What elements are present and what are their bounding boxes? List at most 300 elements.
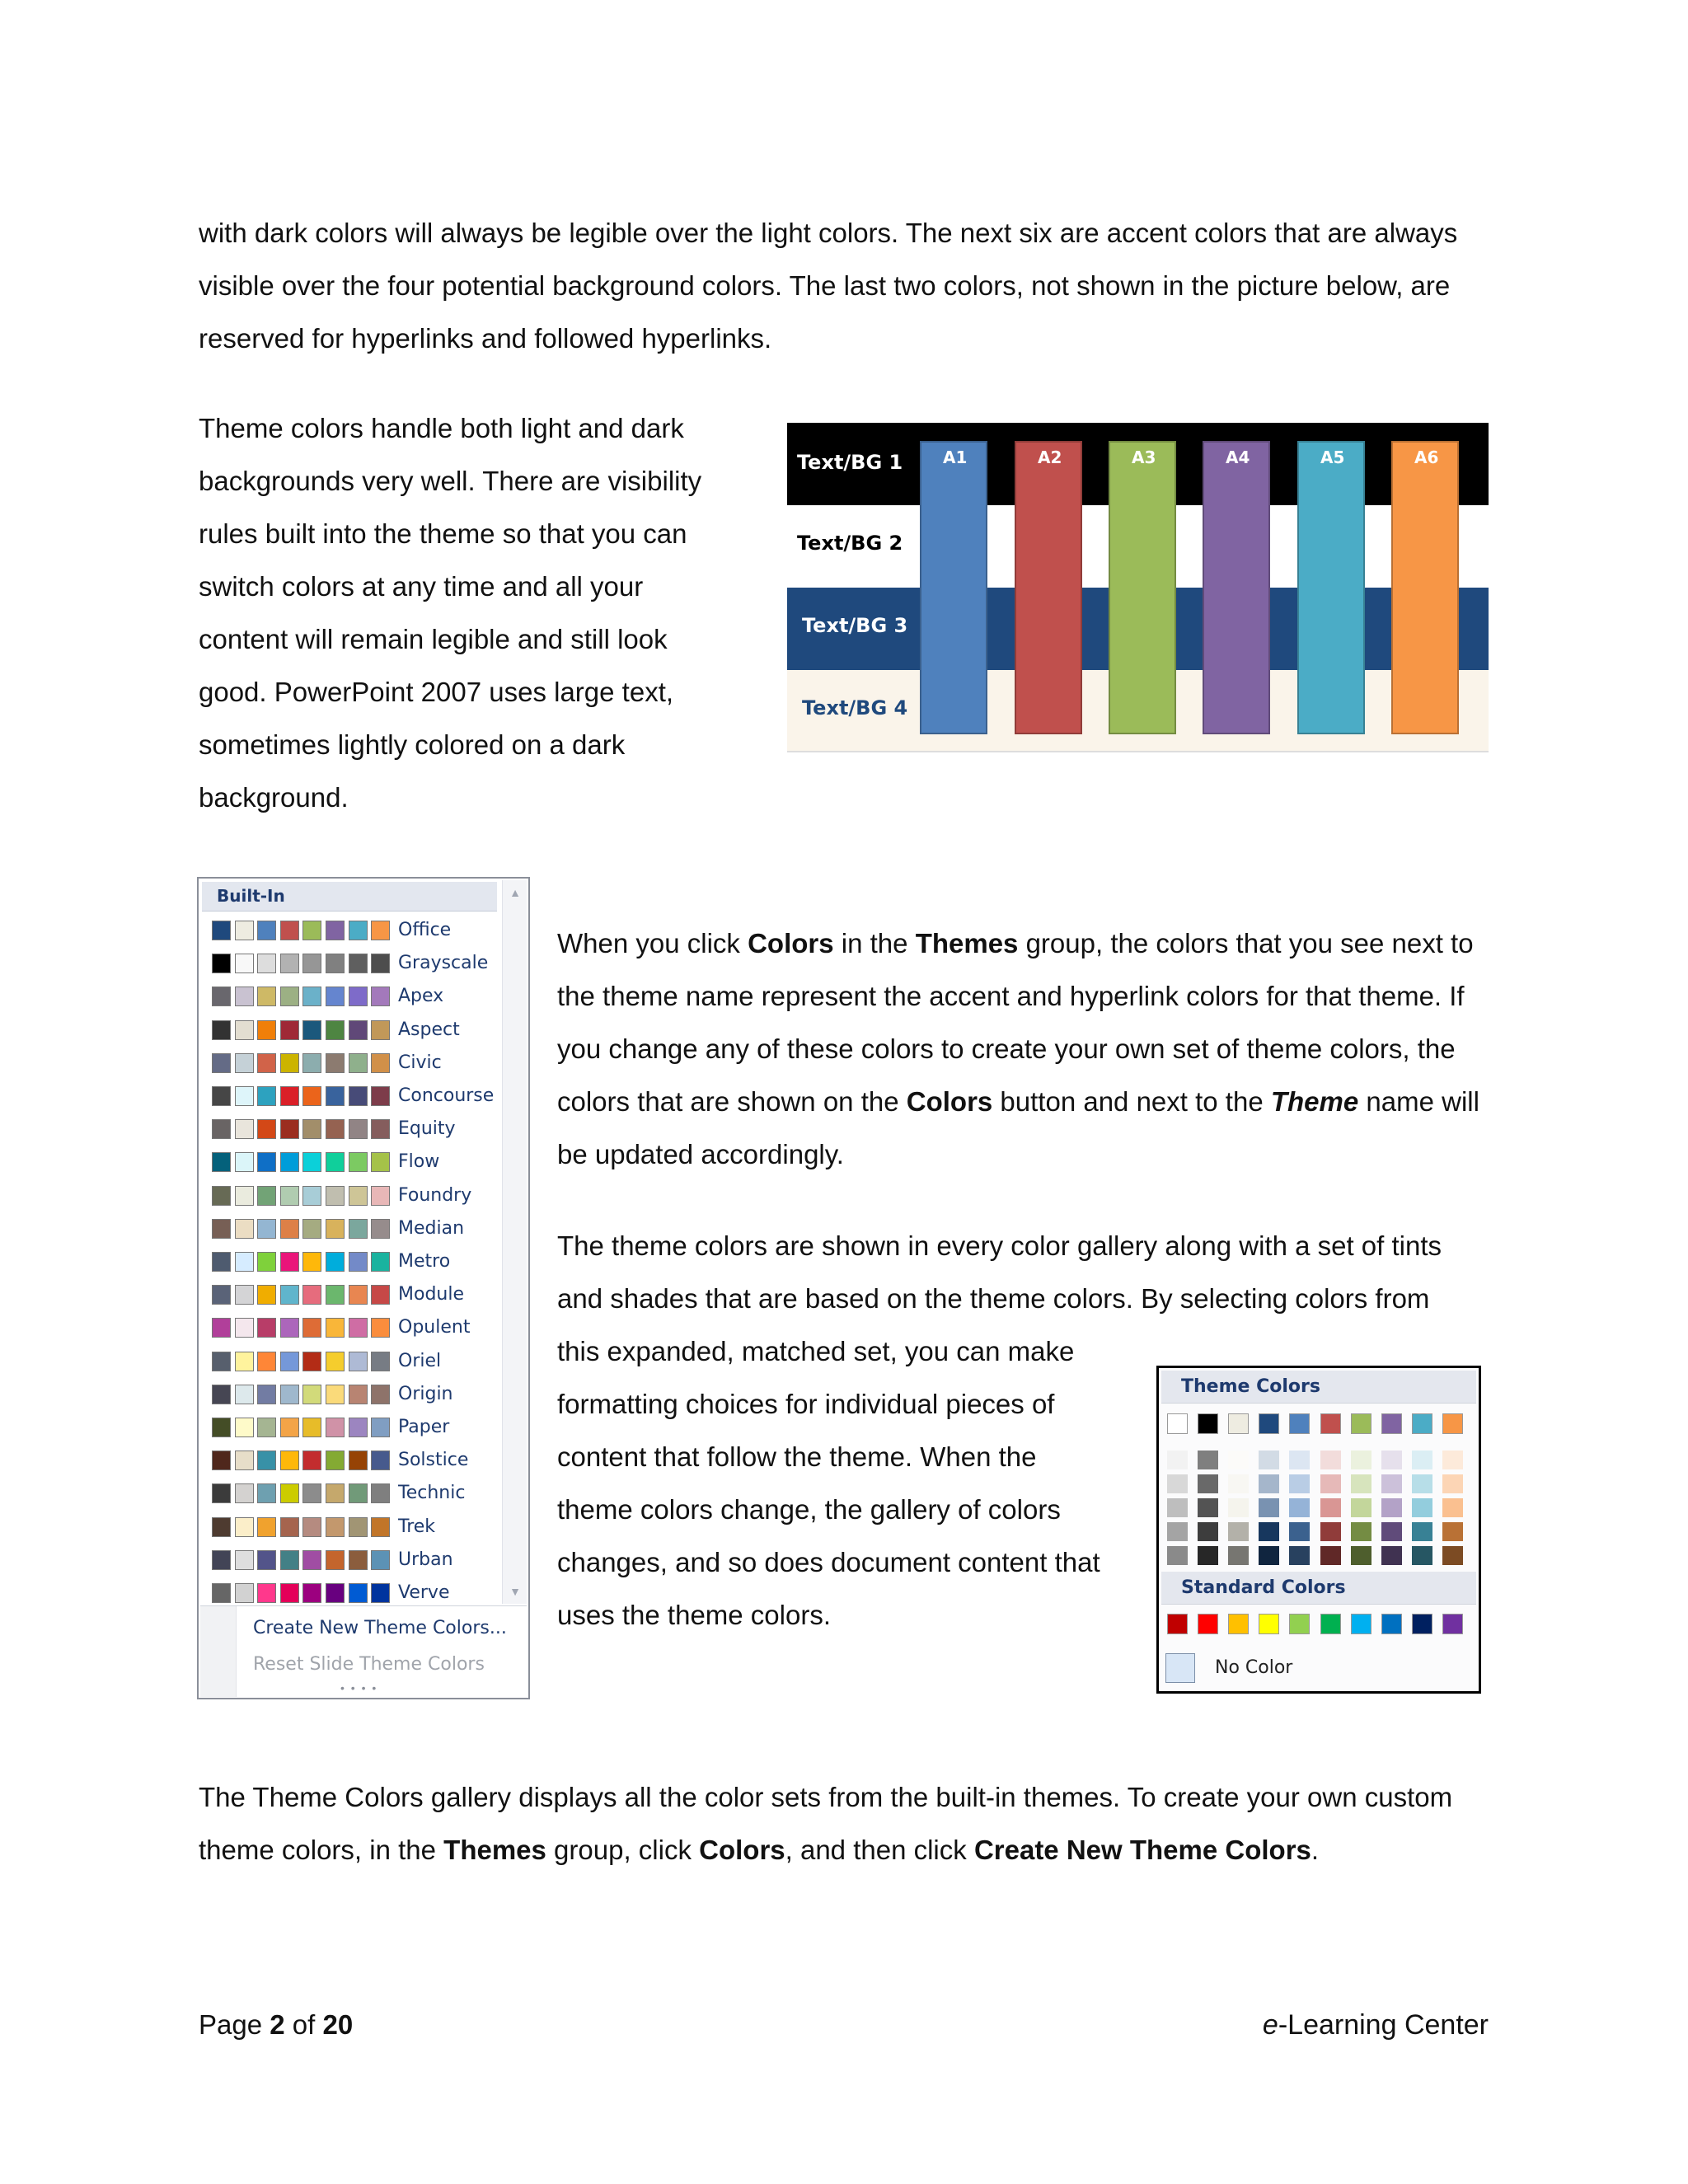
theme-shade-swatch[interactable] — [1351, 1546, 1372, 1565]
palette-swatch — [326, 1517, 345, 1537]
palette-swatch — [371, 954, 390, 973]
palette-swatch — [280, 1583, 299, 1603]
palette-swatch — [371, 1352, 390, 1371]
accent-bar — [1297, 441, 1365, 734]
palette-swatch — [280, 1517, 299, 1537]
theme-shade-swatch[interactable] — [1167, 1546, 1188, 1565]
palette-swatch — [257, 1020, 276, 1040]
palette-swatch — [212, 1252, 231, 1272]
palette-row[interactable] — [205, 1146, 494, 1179]
palette-swatch — [349, 1318, 368, 1338]
palette-swatch — [235, 1583, 254, 1603]
text-bg-label: Text/BG 1 — [797, 451, 903, 474]
palette-swatch — [302, 1285, 321, 1305]
palette-swatch — [326, 987, 345, 1006]
palette-row[interactable] — [205, 1478, 494, 1511]
palette-swatch — [371, 1152, 390, 1172]
palette-swatch — [235, 921, 254, 940]
colors-button-paragraph: When you click Colors in the Themes group, the colors that you see next to the theme name represent the accent and hyperlink colors for that theme. If you change any of these colors to create your own set of theme colors, the colors that are shown on the Colors button and next to the Theme name will be updated accordingly. — [557, 928, 1479, 1169]
theme-shade-swatch[interactable] — [1412, 1546, 1432, 1565]
palette-swatch — [326, 1583, 345, 1603]
palette-swatch — [280, 1219, 299, 1239]
palette-swatch — [349, 1285, 368, 1305]
palette-swatch — [371, 987, 390, 1006]
standard-color-swatch[interactable] — [1198, 1614, 1218, 1634]
theme-shade-swatch[interactable] — [1289, 1522, 1310, 1541]
palette-swatch — [212, 1020, 231, 1040]
palette-swatch — [302, 1451, 321, 1470]
theme-shade-swatch[interactable] — [1320, 1498, 1341, 1517]
theme-shade-swatch[interactable] — [1198, 1522, 1218, 1541]
theme-shade-swatch[interactable] — [1228, 1451, 1249, 1469]
palette-swatch — [302, 1020, 321, 1040]
standard-color-swatch[interactable] — [1320, 1614, 1341, 1634]
accent-label: A5 — [1320, 448, 1345, 467]
theme-shade-swatch[interactable] — [1198, 1546, 1218, 1565]
palette-swatch — [235, 1352, 254, 1371]
built-in-theme-colors-gallery — [197, 877, 530, 1699]
theme-color-swatch[interactable] — [1412, 1413, 1432, 1434]
palette-swatch — [257, 1219, 276, 1239]
palette-swatch — [326, 1020, 345, 1040]
page-number: Page 2 of 20 — [199, 2009, 354, 2040]
palette-swatch — [349, 1418, 368, 1437]
palette-swatch — [349, 1252, 368, 1272]
theme-color-bars-figure — [787, 423, 1489, 752]
palette-row[interactable] — [205, 1379, 494, 1412]
palette-swatch — [371, 1285, 390, 1305]
theme-shade-swatch[interactable] — [1320, 1522, 1341, 1541]
theme-shade-swatch[interactable] — [1198, 1451, 1218, 1469]
palette-swatch — [371, 1186, 390, 1206]
palette-name: Foundry — [398, 1184, 472, 1206]
palette-swatch — [302, 1352, 321, 1371]
palette-swatch — [212, 1285, 231, 1305]
theme-shade-swatch[interactable] — [1198, 1474, 1218, 1493]
theme-shade-swatch[interactable] — [1381, 1522, 1402, 1541]
palette-swatch — [349, 1517, 368, 1537]
palette-row[interactable] — [205, 1180, 494, 1213]
palette-swatch — [326, 1086, 345, 1106]
palette-swatch — [302, 1252, 321, 1272]
palette-swatch — [326, 1053, 345, 1073]
text-bg-label: Text/BG 2 — [797, 532, 903, 555]
standard-color-swatch[interactable] — [1167, 1614, 1188, 1634]
palette-swatch — [212, 1451, 231, 1470]
create-new-theme-colors-item[interactable]: Create New Theme Colors... — [253, 1618, 507, 1638]
palette-row[interactable] — [205, 1544, 494, 1577]
palette-name: Solstice — [398, 1450, 469, 1471]
palette-swatch — [280, 1053, 299, 1073]
palette-swatch — [349, 954, 368, 973]
palette-swatch — [302, 1385, 321, 1404]
palette-swatch — [212, 1583, 231, 1603]
palette-swatch — [371, 1550, 390, 1570]
theme-shade-swatch[interactable] — [1228, 1546, 1249, 1565]
palette-name: Verve — [398, 1582, 450, 1603]
palette-row[interactable] — [205, 915, 494, 948]
accent-label: A2 — [1038, 448, 1062, 467]
palette-swatch — [280, 1186, 299, 1206]
palette-swatch — [257, 1285, 276, 1305]
palette-swatch — [371, 1385, 390, 1404]
palette-swatch — [349, 1483, 368, 1503]
palette-swatch — [349, 1451, 368, 1470]
standard-color-swatch[interactable] — [1351, 1614, 1372, 1634]
palette-swatch — [326, 1418, 345, 1437]
palette-swatch — [212, 1352, 231, 1371]
theme-color-swatch[interactable] — [1259, 1413, 1279, 1434]
palette-swatch — [257, 987, 276, 1006]
theme-shade-swatch[interactable] — [1381, 1546, 1402, 1565]
standard-color-swatch[interactable] — [1259, 1614, 1279, 1634]
palette-row[interactable] — [205, 1412, 494, 1445]
palette-name: Oriel — [398, 1350, 442, 1371]
palette-name: Apex — [398, 986, 444, 1007]
theme-colors-paragraph: Theme colors handle both light and dark backgrounds very well. There are visibility rules built into the theme so that you can switch colors at any time and all your content will remain legible and still look good. PowerPoint 2007 uses large text, sometimes lightly colored on a dark background. — [199, 413, 702, 813]
palette-swatch — [371, 921, 390, 940]
palette-row[interactable] — [205, 1113, 494, 1146]
palette-row[interactable] — [205, 1080, 494, 1113]
palette-swatch — [280, 954, 299, 973]
palette-swatch — [302, 1517, 321, 1537]
theme-shade-swatch[interactable] — [1289, 1546, 1310, 1565]
palette-swatch — [235, 1020, 254, 1040]
palette-name: Flow — [398, 1151, 440, 1173]
text-bg-label: Text/BG 3 — [802, 614, 908, 637]
accent-label: A6 — [1414, 448, 1439, 467]
palette-swatch — [326, 1451, 345, 1470]
palette-swatch — [235, 1483, 254, 1503]
palette-swatch — [349, 1152, 368, 1172]
palette-swatch — [371, 1483, 390, 1503]
theme-shade-swatch[interactable] — [1412, 1498, 1432, 1517]
palette-swatch — [257, 1550, 276, 1570]
palette-swatch — [257, 1152, 276, 1172]
palette-swatch — [280, 1318, 299, 1338]
scroll-up-icon[interactable]: ▲ — [509, 886, 521, 899]
intro-paragraph: with dark colors will always be legible over the light colors. The next six are accent colors that are always visible over the four potential background colors. The last two colors, not shown in the picture below, are reserved for hyperlinks and followed hyperlinks. — [199, 218, 1458, 354]
theme-colors-picker — [1156, 1366, 1481, 1694]
palette-swatch — [349, 1352, 368, 1371]
palette-swatch — [349, 1020, 368, 1040]
palette-row[interactable] — [205, 1213, 494, 1246]
palette-name: Trek — [398, 1516, 436, 1537]
palette-swatch — [235, 1086, 254, 1106]
palette-swatch — [302, 1550, 321, 1570]
palette-swatch — [212, 987, 231, 1006]
theme-shade-swatch[interactable] — [1381, 1498, 1402, 1517]
theme-shade-swatch[interactable] — [1381, 1474, 1402, 1493]
standard-color-swatch[interactable] — [1381, 1614, 1402, 1634]
palette-swatch — [302, 987, 321, 1006]
palette-name: Module — [398, 1284, 464, 1305]
theme-shade-swatch[interactable] — [1442, 1451, 1463, 1469]
palette-swatch — [349, 1550, 368, 1570]
palette-swatch — [371, 1119, 390, 1139]
palette-swatch — [235, 1252, 254, 1272]
theme-shade-swatch[interactable] — [1259, 1498, 1279, 1517]
palette-swatch — [280, 1385, 299, 1404]
palette-swatch — [235, 987, 254, 1006]
palette-swatch — [371, 1086, 390, 1106]
tints-shades-paragraph-continued: this expanded, matched set, you can make formatting choices for individual pieces of content that follow the theme. When the theme colors change, the gallery of colors changes, and so does document content that uses the theme colors. — [557, 1336, 1100, 1630]
palette-swatch — [257, 1451, 276, 1470]
theme-shade-swatch[interactable] — [1167, 1451, 1188, 1469]
standard-color-swatch[interactable] — [1289, 1614, 1310, 1634]
theme-shade-swatch[interactable] — [1289, 1451, 1310, 1469]
palette-swatch — [235, 1053, 254, 1073]
palette-swatch — [371, 1583, 390, 1603]
palette-swatch — [212, 1086, 231, 1106]
text-bg-label: Text/BG 4 — [802, 696, 908, 719]
theme-shade-swatch[interactable] — [1442, 1522, 1463, 1541]
scroll-down-icon[interactable]: ▼ — [509, 1585, 521, 1598]
theme-color-swatch[interactable] — [1320, 1413, 1341, 1434]
no-color-label: No Color — [1215, 1657, 1293, 1678]
palette-swatch — [235, 1285, 254, 1305]
resize-grip-icon[interactable]: • • • • — [340, 1681, 378, 1694]
palette-row[interactable] — [205, 1015, 494, 1047]
palette-swatch — [326, 1152, 345, 1172]
theme-shade-swatch[interactable] — [1259, 1474, 1279, 1493]
standard-color-swatch[interactable] — [1228, 1614, 1249, 1634]
palette-name: Opulent — [398, 1317, 471, 1338]
theme-shade-swatch[interactable] — [1228, 1474, 1249, 1493]
theme-color-swatch[interactable] — [1442, 1413, 1463, 1434]
palette-row[interactable] — [205, 1047, 494, 1080]
accent-label: A3 — [1132, 448, 1156, 467]
gallery-footer — [200, 1605, 527, 1696]
theme-shade-swatch[interactable] — [1289, 1498, 1310, 1517]
palette-swatch — [326, 1483, 345, 1503]
palette-swatch — [212, 921, 231, 940]
theme-shade-swatch[interactable] — [1442, 1546, 1463, 1565]
no-color-swatch — [1165, 1653, 1195, 1683]
gallery-header — [202, 882, 497, 912]
palette-name: Aspect — [398, 1019, 460, 1040]
palette-swatch — [257, 1385, 276, 1404]
palette-swatch — [349, 1583, 368, 1603]
palette-swatch — [326, 1285, 345, 1305]
palette-swatch — [326, 1119, 345, 1139]
palette-swatch — [326, 1385, 345, 1404]
theme-shade-swatch[interactable] — [1442, 1474, 1463, 1493]
palette-swatch — [326, 1550, 345, 1570]
palette-swatch — [326, 1318, 345, 1338]
theme-shade-swatch[interactable] — [1320, 1474, 1341, 1493]
theme-color-swatch[interactable] — [1167, 1413, 1188, 1434]
palette-name: Equity — [398, 1118, 456, 1140]
palette-swatch — [326, 1252, 345, 1272]
theme-shade-swatch[interactable] — [1412, 1474, 1432, 1493]
palette-row[interactable] — [205, 1445, 494, 1478]
palette-swatch — [280, 1352, 299, 1371]
palette-swatch — [257, 1418, 276, 1437]
theme-shade-swatch[interactable] — [1320, 1546, 1341, 1565]
palette-swatch — [212, 1517, 231, 1537]
palette-swatch — [371, 1252, 390, 1272]
theme-color-swatch[interactable] — [1198, 1413, 1218, 1434]
palette-swatch — [302, 1583, 321, 1603]
palette-swatch — [280, 1451, 299, 1470]
palette-name: Urban — [398, 1549, 453, 1570]
palette-row[interactable] — [205, 1511, 494, 1544]
palette-swatch — [302, 1318, 321, 1338]
palette-name: Office — [398, 920, 452, 940]
palette-swatch — [349, 1086, 368, 1106]
palette-swatch — [302, 1086, 321, 1106]
theme-shade-swatch[interactable] — [1167, 1522, 1188, 1541]
palette-swatch — [257, 1053, 276, 1073]
palette-swatch — [235, 1186, 254, 1206]
theme-shade-swatch[interactable] — [1320, 1451, 1341, 1469]
theme-shade-swatch[interactable] — [1351, 1474, 1372, 1493]
palette-swatch — [235, 1451, 254, 1470]
theme-shade-swatch[interactable] — [1381, 1451, 1402, 1469]
palette-name: Median — [398, 1217, 465, 1239]
palette-swatch — [371, 1318, 390, 1338]
reset-slide-theme-colors-item[interactable]: Reset Slide Theme Colors — [253, 1654, 485, 1675]
gallery-scrollbar[interactable] — [502, 880, 527, 1604]
palette-swatch — [326, 954, 345, 973]
palette-swatch — [371, 1219, 390, 1239]
palette-swatch — [212, 1385, 231, 1404]
palette-swatch — [212, 1219, 231, 1239]
palette-swatch — [326, 1186, 345, 1206]
theme-shade-swatch[interactable] — [1259, 1451, 1279, 1469]
palette-name: Paper — [398, 1417, 450, 1437]
theme-shade-swatch[interactable] — [1412, 1451, 1432, 1469]
palette-swatch — [326, 1219, 345, 1239]
standard-color-swatch[interactable] — [1412, 1614, 1432, 1634]
palette-row[interactable] — [205, 1279, 494, 1312]
palette-swatch — [371, 1418, 390, 1437]
theme-shade-swatch[interactable] — [1228, 1498, 1249, 1517]
theme-shade-swatch[interactable] — [1351, 1498, 1372, 1517]
palette-swatch — [371, 1517, 390, 1537]
theme-color-swatch[interactable] — [1351, 1413, 1372, 1434]
accent-label: A1 — [943, 448, 968, 467]
palette-swatch — [302, 1418, 321, 1437]
theme-color-swatch[interactable] — [1289, 1413, 1310, 1434]
theme-shade-swatch[interactable] — [1167, 1498, 1188, 1517]
palette-swatch — [302, 1119, 321, 1139]
palette-row[interactable] — [205, 948, 494, 981]
palette-name: Civic — [398, 1052, 442, 1073]
palette-swatch — [349, 987, 368, 1006]
palette-swatch — [235, 1119, 254, 1139]
palette-swatch — [302, 954, 321, 973]
palette-swatch — [212, 1152, 231, 1172]
theme-shade-swatch[interactable] — [1259, 1546, 1279, 1565]
theme-shade-swatch[interactable] — [1412, 1522, 1432, 1541]
theme-shade-swatch[interactable] — [1351, 1522, 1372, 1541]
palette-swatch — [235, 954, 254, 973]
theme-shade-swatch[interactable] — [1259, 1522, 1279, 1541]
palette-swatch — [257, 1352, 276, 1371]
palette-swatch — [280, 987, 299, 1006]
accent-bar — [1015, 441, 1082, 734]
palette-swatch — [235, 1418, 254, 1437]
palette-swatch — [280, 921, 299, 940]
palette-name: Technic — [398, 1483, 466, 1504]
palette-swatch — [349, 921, 368, 940]
palette-swatch — [235, 1385, 254, 1404]
gallery-header-label: Built-In — [217, 886, 285, 906]
palette-swatch — [349, 1119, 368, 1139]
palette-swatch — [280, 1152, 299, 1172]
palette-swatch — [302, 1152, 321, 1172]
palette-swatch — [212, 1550, 231, 1570]
palette-swatch — [235, 1550, 254, 1570]
palette-row[interactable] — [205, 1312, 494, 1345]
palette-swatch — [302, 1219, 321, 1239]
palette-name: Origin — [398, 1383, 453, 1404]
theme-color-swatch[interactable] — [1228, 1413, 1249, 1434]
palette-swatch — [212, 1483, 231, 1503]
accent-bar — [920, 441, 987, 734]
theme-shade-swatch[interactable] — [1228, 1522, 1249, 1541]
gallery-instructions-paragraph: The Theme Colors gallery displays all the color sets from the built-in themes. To create your own custom theme colors, in the Themes group, click Colors, and then click Create New Theme Colors. — [199, 1782, 1453, 1865]
tints-shades-paragraph: The theme colors are shown in every color gallery along with a set of tints and shades that are based on the theme colors. By selecting colors from — [557, 1230, 1442, 1314]
palette-swatch — [257, 1517, 276, 1537]
palette-swatch — [302, 921, 321, 940]
palette-swatch — [326, 1352, 345, 1371]
theme-shade-swatch[interactable] — [1351, 1451, 1372, 1469]
palette-swatch — [349, 1186, 368, 1206]
palette-swatch — [302, 1186, 321, 1206]
palette-swatch — [349, 1219, 368, 1239]
theme-shade-swatch[interactable] — [1442, 1498, 1463, 1517]
palette-row[interactable] — [205, 981, 494, 1014]
palette-swatch — [257, 921, 276, 940]
palette-swatch — [280, 1483, 299, 1503]
palette-swatch — [257, 1483, 276, 1503]
accent-bar — [1391, 441, 1459, 734]
palette-swatch — [212, 1053, 231, 1073]
palette-swatch — [371, 1053, 390, 1073]
palette-row[interactable] — [205, 1346, 494, 1379]
palette-swatch — [257, 1583, 276, 1603]
palette-name: Grayscale — [398, 953, 489, 974]
palette-swatch — [371, 1020, 390, 1040]
palette-swatch — [212, 1318, 231, 1338]
theme-shade-swatch[interactable] — [1289, 1474, 1310, 1493]
theme-color-swatch[interactable] — [1381, 1413, 1402, 1434]
palette-swatch — [212, 1186, 231, 1206]
theme-shade-swatch[interactable] — [1198, 1498, 1218, 1517]
palette-swatch — [212, 1418, 231, 1437]
palette-name: Metro — [398, 1251, 451, 1272]
accent-bar — [1109, 441, 1176, 734]
palette-swatch — [302, 1053, 321, 1073]
palette-swatch — [257, 1318, 276, 1338]
theme-shade-swatch[interactable] — [1167, 1474, 1188, 1493]
accent-bar — [1203, 441, 1270, 734]
palette-swatch — [235, 1219, 254, 1239]
palette-swatch — [257, 1186, 276, 1206]
palette-swatch — [257, 1086, 276, 1106]
theme-colors-header: Theme Colors — [1161, 1371, 1476, 1404]
palette-swatch — [280, 1550, 299, 1570]
palette-swatch — [371, 1451, 390, 1470]
palette-row[interactable] — [205, 1246, 494, 1279]
standard-color-swatch[interactable] — [1442, 1614, 1463, 1634]
palette-swatch — [349, 1053, 368, 1073]
palette-swatch — [280, 1020, 299, 1040]
palette-swatch — [280, 1418, 299, 1437]
